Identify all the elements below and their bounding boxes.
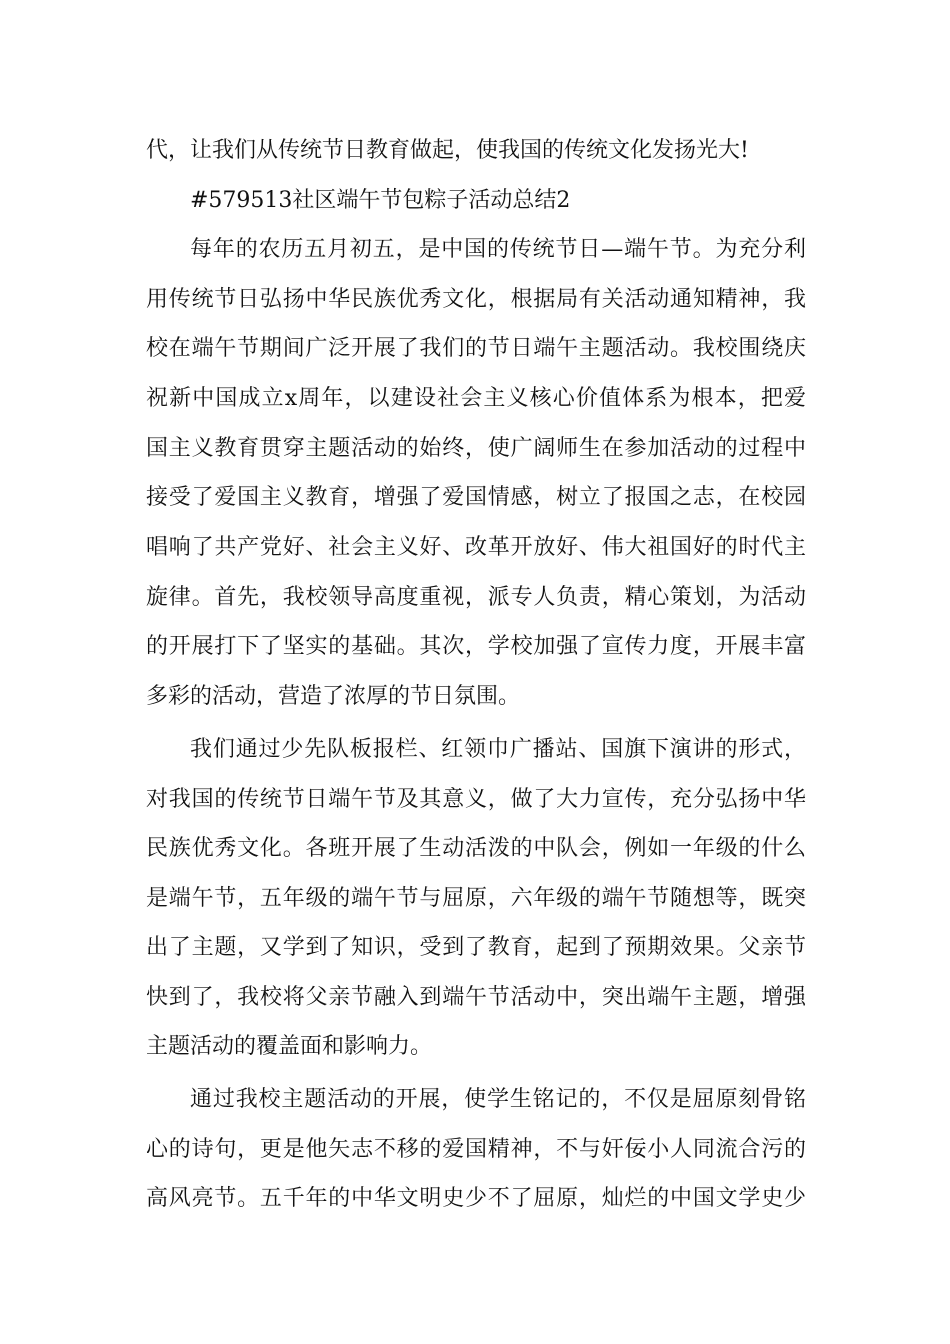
paragraph-line: 接受了爱国主义教育，增强了爱国情感，树立了报国之志，在校园 [146, 485, 806, 510]
paragraph-line: 是端午节，五年级的端午节与屈原，六年级的端午节随想等，既突 [146, 886, 806, 911]
paragraph-line: 用传统节日弘扬中华民族优秀文化，根据局有关活动通知精神，我 [146, 287, 806, 312]
paragraph-line: 代，让我们从传统节日教育做起，使我国的传统文化发扬光大! [146, 138, 749, 163]
paragraph-line: 主题活动的覆盖面和影响力。 [146, 1034, 433, 1059]
paragraph-line: 的开展打下了坚实的基础。其次，学校加强了宣传力度，开展丰富 [146, 634, 806, 659]
paragraph-line: 高风亮节。五千年的中华文明史少不了屈原，灿烂的中国文学史少 [146, 1186, 806, 1211]
paragraph-line: 多彩的活动，营造了浓厚的节日氛围。 [146, 684, 521, 709]
paragraph-line: 旋律。首先，我校领导高度重视，派专人负责，精心策划，为活动 [146, 585, 806, 610]
paragraph-line: 国主义教育贯穿主题活动的始终，使广阔师生在参加活动的过程中 [146, 436, 806, 461]
paragraph-line: 校在端午节期间广泛开展了我们的节日端午主题活动。我校围绕庆 [146, 336, 806, 361]
paragraph-line: 唱响了共产党好、社会主义好、改革开放好、伟大祖国好的时代主 [146, 535, 806, 560]
paragraph-line: 我们通过少先队板报栏、红领巾广播站、国旗下演讲的形式， [190, 737, 806, 762]
section-heading: #579513社区端午节包粽子活动总结2 [190, 188, 571, 213]
paragraph-line: 通过我校主题活动的开展，使学生铭记的，不仅是屈原刻骨铭 [190, 1087, 806, 1112]
paragraph-line: 祝新中国成立x周年，以建设社会主义核心价值体系为根本，把爱 [146, 386, 806, 411]
paragraph-line: 快到了，我校将父亲节融入到端午节活动中，突出端午主题，增强 [146, 985, 806, 1010]
paragraph-line: 民族优秀文化。各班开展了生动活泼的中队会，例如一年级的什么 [146, 836, 806, 861]
paragraph-line: 出了主题，又学到了知识，受到了教育，起到了预期效果。父亲节 [146, 935, 806, 960]
paragraph-line: 每年的农历五月初五，是中国的传统节日—端午节。为充分利 [190, 237, 806, 262]
paragraph-line: 心的诗句，更是他矢志不移的爱国精神，不与奸佞小人同流合污的 [146, 1137, 806, 1162]
paragraph-line: 对我国的传统节日端午节及其意义，做了大力宣传，充分弘扬中华 [146, 787, 806, 812]
